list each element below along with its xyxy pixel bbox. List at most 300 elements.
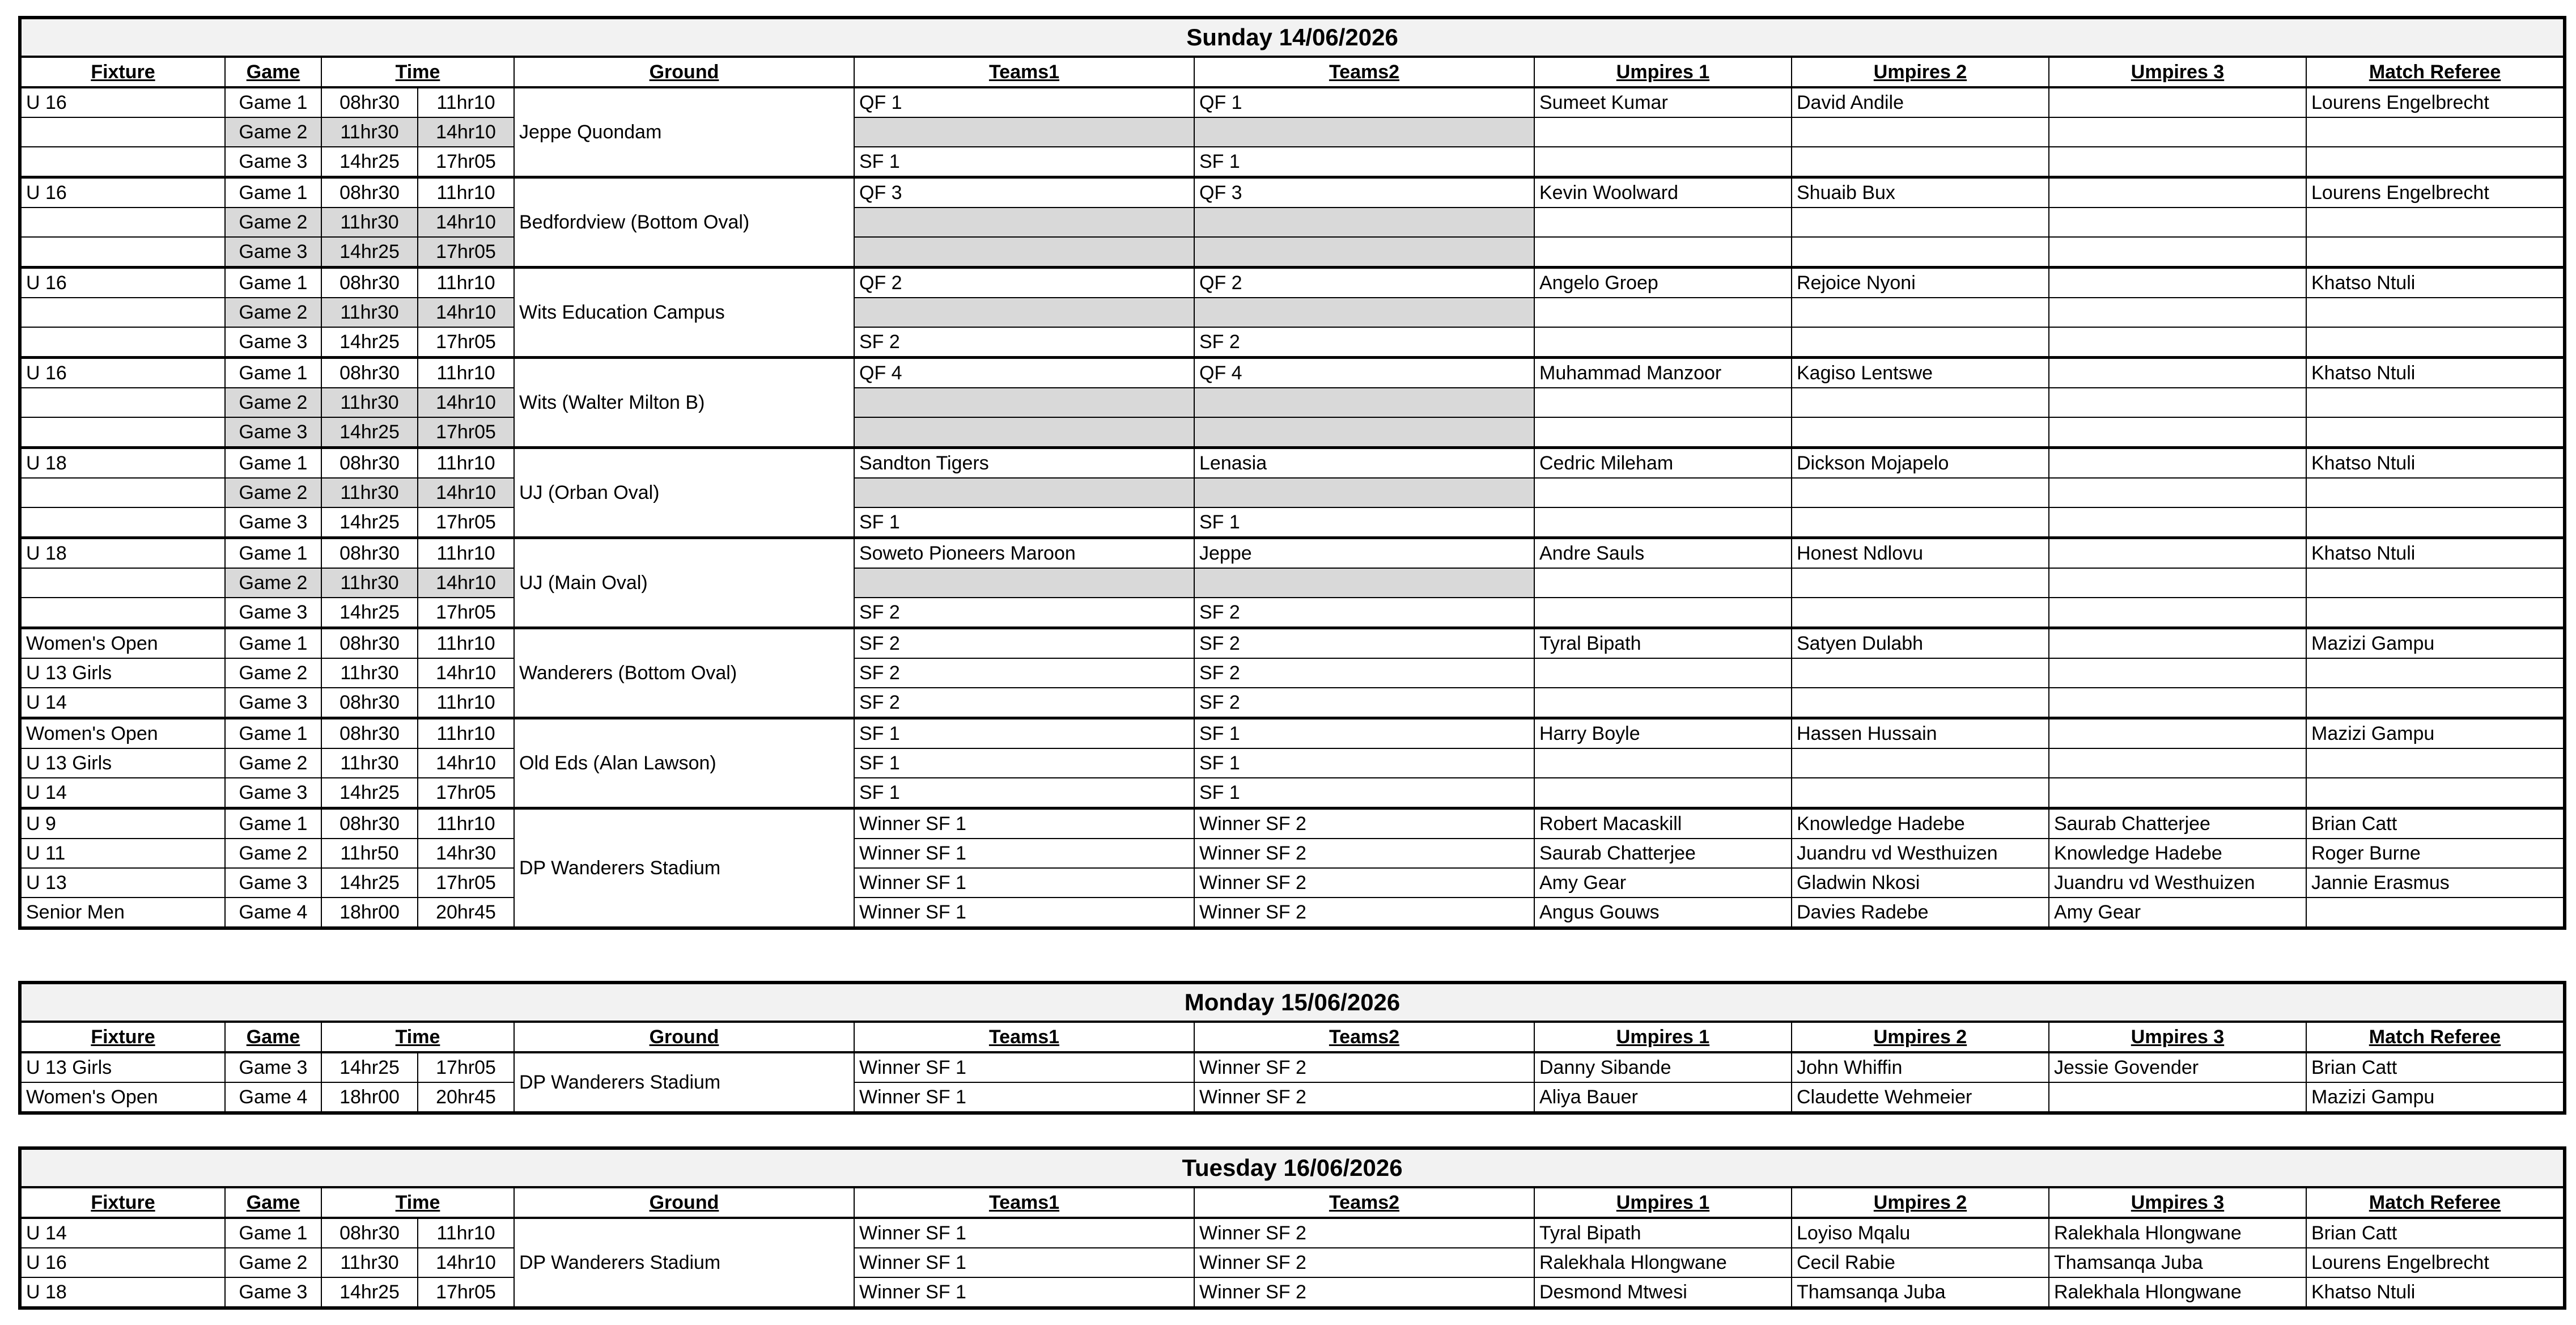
fixture-cell: U 18 bbox=[20, 538, 225, 569]
fixture-row bbox=[20, 478, 2565, 507]
umpire2-cell: Hassen Hussain bbox=[1792, 718, 2049, 749]
team2-cell: QF 2 bbox=[1194, 268, 1534, 298]
fixture-cell bbox=[20, 298, 225, 327]
umpire1-cell bbox=[1534, 237, 1792, 268]
umpire3-cell bbox=[2049, 298, 2306, 327]
game-cell: Game 3 bbox=[225, 327, 321, 358]
umpire2-cell: John Whiffin bbox=[1792, 1052, 2049, 1082]
team2-cell: SF 2 bbox=[1194, 598, 1534, 628]
game-cell: Game 1 bbox=[225, 448, 321, 479]
end-time-cell: 14hr10 bbox=[418, 658, 514, 688]
umpire1-cell bbox=[1534, 748, 1792, 778]
team1-cell bbox=[854, 388, 1194, 417]
team1-cell: SF 1 bbox=[854, 718, 1194, 749]
match-referee-cell: Mazizi Gampu bbox=[2306, 628, 2565, 659]
umpire1-cell bbox=[1534, 598, 1792, 628]
team2-cell bbox=[1194, 417, 1534, 448]
end-time-cell: 20hr45 bbox=[418, 898, 514, 928]
team2-cell: SF 1 bbox=[1194, 778, 1534, 808]
match-referee-cell: Lourens Engelbrecht bbox=[2306, 1248, 2565, 1277]
umpire2-cell bbox=[1792, 117, 2049, 147]
fixture-row bbox=[20, 448, 2565, 479]
end-time-cell: 11hr10 bbox=[418, 448, 514, 479]
match-referee-cell: Jannie Erasmus bbox=[2306, 868, 2565, 898]
team2-cell: QF 3 bbox=[1194, 177, 1534, 208]
umpire3-cell bbox=[2049, 568, 2306, 598]
team1-cell: SF 2 bbox=[854, 598, 1194, 628]
ground-cell: Jeppe Quondam bbox=[514, 87, 854, 177]
fixture-row bbox=[20, 568, 2565, 598]
team2-cell: Winner SF 2 bbox=[1194, 1052, 1534, 1082]
fixture-row bbox=[20, 1277, 2565, 1308]
umpire3-cell: Jessie Govender bbox=[2049, 1052, 2306, 1082]
game-cell: Game 2 bbox=[225, 208, 321, 237]
team2-cell bbox=[1194, 237, 1534, 268]
end-time-cell: 11hr10 bbox=[418, 628, 514, 659]
umpire2-cell bbox=[1792, 568, 2049, 598]
game-cell: Game 1 bbox=[225, 87, 321, 117]
umpire1-cell bbox=[1534, 147, 1792, 177]
fixture-row bbox=[20, 1248, 2565, 1277]
column-header-fixture: Fixture bbox=[20, 1187, 225, 1218]
start-time-cell: 14hr25 bbox=[321, 868, 418, 898]
umpire3-cell bbox=[2049, 147, 2306, 177]
fixture-row bbox=[20, 327, 2565, 358]
team1-cell: SF 2 bbox=[854, 327, 1194, 358]
column-header-game: Game bbox=[225, 1022, 321, 1052]
umpire1-cell bbox=[1534, 568, 1792, 598]
match-referee-cell: Mazizi Gampu bbox=[2306, 1082, 2565, 1113]
umpire3-cell: Knowledge Hadebe bbox=[2049, 839, 2306, 868]
fixture-cell: U 13 Girls bbox=[20, 1052, 225, 1082]
team2-cell: SF 1 bbox=[1194, 507, 1534, 538]
umpire1-cell: Desmond Mtwesi bbox=[1534, 1277, 1792, 1308]
column-header-umpires-3: Umpires 3 bbox=[2049, 1022, 2306, 1052]
team2-cell: QF 4 bbox=[1194, 358, 1534, 388]
team2-cell bbox=[1194, 117, 1534, 147]
fixture-row bbox=[20, 898, 2565, 928]
fixture-row bbox=[20, 688, 2565, 718]
team2-cell: Winner SF 2 bbox=[1194, 808, 1534, 839]
match-referee-cell bbox=[2306, 298, 2565, 327]
end-time-cell: 17hr05 bbox=[418, 1052, 514, 1082]
umpire1-cell: Muhammad Manzoor bbox=[1534, 358, 1792, 388]
team1-cell bbox=[854, 568, 1194, 598]
ground-cell: Old Eds (Alan Lawson) bbox=[514, 718, 854, 808]
umpire1-cell: Angelo Groep bbox=[1534, 268, 1792, 298]
column-header-ground: Ground bbox=[514, 57, 854, 87]
day-schedule-table bbox=[18, 16, 2566, 930]
team1-cell: QF 3 bbox=[854, 177, 1194, 208]
match-referee-cell bbox=[2306, 688, 2565, 718]
game-cell: Game 1 bbox=[225, 177, 321, 208]
fixture-cell: U 11 bbox=[20, 839, 225, 868]
umpire3-cell bbox=[2049, 598, 2306, 628]
start-time-cell: 18hr00 bbox=[321, 1082, 418, 1113]
umpire1-cell: Tyral Bipath bbox=[1534, 628, 1792, 659]
start-time-cell: 11hr30 bbox=[321, 658, 418, 688]
fixture-row bbox=[20, 778, 2565, 808]
fixture-row bbox=[20, 507, 2565, 538]
umpire2-cell: Knowledge Hadebe bbox=[1792, 808, 2049, 839]
fixture-row bbox=[20, 808, 2565, 839]
match-referee-cell: Brian Catt bbox=[2306, 808, 2565, 839]
game-cell: Game 1 bbox=[225, 628, 321, 659]
column-header-time: Time bbox=[321, 57, 514, 87]
fixture-cell: U 13 Girls bbox=[20, 658, 225, 688]
umpire2-cell: Kagiso Lentswe bbox=[1792, 358, 2049, 388]
start-time-cell: 18hr00 bbox=[321, 898, 418, 928]
fixture-cell bbox=[20, 147, 225, 177]
game-cell: Game 3 bbox=[225, 507, 321, 538]
fixture-row bbox=[20, 718, 2565, 749]
end-time-cell: 14hr10 bbox=[418, 478, 514, 507]
fixture-cell bbox=[20, 388, 225, 417]
fixture-row bbox=[20, 1082, 2565, 1113]
umpire1-cell: Tyral Bipath bbox=[1534, 1218, 1792, 1248]
umpire1-cell bbox=[1534, 208, 1792, 237]
match-referee-cell bbox=[2306, 237, 2565, 268]
fixture-row bbox=[20, 147, 2565, 177]
fixture-row bbox=[20, 598, 2565, 628]
column-header-fixture: Fixture bbox=[20, 57, 225, 87]
umpire3-cell bbox=[2049, 478, 2306, 507]
fixture-cell bbox=[20, 417, 225, 448]
umpire3-cell: Juandru vd Westhuizen bbox=[2049, 868, 2306, 898]
umpire2-cell bbox=[1792, 478, 2049, 507]
team1-cell: SF 1 bbox=[854, 778, 1194, 808]
team2-cell bbox=[1194, 568, 1534, 598]
team1-cell: SF 2 bbox=[854, 688, 1194, 718]
team1-cell: SF 1 bbox=[854, 507, 1194, 538]
team2-cell: SF 1 bbox=[1194, 147, 1534, 177]
fixture-cell bbox=[20, 117, 225, 147]
end-time-cell: 17hr05 bbox=[418, 417, 514, 448]
umpire2-cell: Gladwin Nkosi bbox=[1792, 868, 2049, 898]
team2-cell: Winner SF 2 bbox=[1194, 868, 1534, 898]
team2-cell: Winner SF 2 bbox=[1194, 1218, 1534, 1248]
column-header-time: Time bbox=[321, 1187, 514, 1218]
ground-cell: Wanderers (Bottom Oval) bbox=[514, 628, 854, 718]
fixture-cell bbox=[20, 237, 225, 268]
end-time-cell: 17hr05 bbox=[418, 147, 514, 177]
fixture-cell: Women's Open bbox=[20, 1082, 225, 1113]
ground-cell: Bedfordview (Bottom Oval) bbox=[514, 177, 854, 268]
column-header-teams2: Teams2 bbox=[1194, 57, 1534, 87]
end-time-cell: 17hr05 bbox=[418, 507, 514, 538]
end-time-cell: 14hr10 bbox=[418, 298, 514, 327]
team2-cell: SF 1 bbox=[1194, 748, 1534, 778]
start-time-cell: 14hr25 bbox=[321, 327, 418, 358]
start-time-cell: 08hr30 bbox=[321, 268, 418, 298]
team2-cell: Winner SF 2 bbox=[1194, 898, 1534, 928]
umpire3-cell bbox=[2049, 1082, 2306, 1113]
game-cell: Game 1 bbox=[225, 1218, 321, 1248]
end-time-cell: 14hr10 bbox=[418, 748, 514, 778]
team1-cell: Sandton Tigers bbox=[854, 448, 1194, 479]
game-cell: Game 3 bbox=[225, 1052, 321, 1082]
column-header-umpires-2: Umpires 2 bbox=[1792, 57, 2049, 87]
umpire3-cell bbox=[2049, 658, 2306, 688]
fixture-cell: U 16 bbox=[20, 177, 225, 208]
fixture-row bbox=[20, 358, 2565, 388]
team1-cell: Winner SF 1 bbox=[854, 898, 1194, 928]
umpire2-cell bbox=[1792, 598, 2049, 628]
column-header-ground: Ground bbox=[514, 1187, 854, 1218]
column-header-teams1: Teams1 bbox=[854, 1187, 1194, 1218]
start-time-cell: 08hr30 bbox=[321, 628, 418, 659]
fixture-cell: U 18 bbox=[20, 1277, 225, 1308]
team2-cell: Jeppe bbox=[1194, 538, 1534, 569]
match-referee-cell bbox=[2306, 388, 2565, 417]
match-referee-cell bbox=[2306, 417, 2565, 448]
end-time-cell: 17hr05 bbox=[418, 868, 514, 898]
game-cell: Game 2 bbox=[225, 388, 321, 417]
match-referee-cell: Khatso Ntuli bbox=[2306, 268, 2565, 298]
team2-cell: SF 2 bbox=[1194, 688, 1534, 718]
start-time-cell: 08hr30 bbox=[321, 538, 418, 569]
game-cell: Game 1 bbox=[225, 808, 321, 839]
team1-cell: SF 1 bbox=[854, 147, 1194, 177]
match-referee-cell: Khatso Ntuli bbox=[2306, 538, 2565, 569]
umpire1-cell: Saurab Chatterjee bbox=[1534, 839, 1792, 868]
column-header-umpires-1: Umpires 1 bbox=[1534, 1022, 1792, 1052]
umpire3-cell bbox=[2049, 388, 2306, 417]
day-title: Sunday 14/06/2026 bbox=[20, 18, 2565, 57]
end-time-cell: 11hr10 bbox=[418, 808, 514, 839]
team2-cell: Winner SF 2 bbox=[1194, 1277, 1534, 1308]
game-cell: Game 1 bbox=[225, 538, 321, 569]
umpire3-cell: Ralekhala Hlongwane bbox=[2049, 1277, 2306, 1308]
umpire2-cell bbox=[1792, 388, 2049, 417]
team1-cell: Winner SF 1 bbox=[854, 1248, 1194, 1277]
match-referee-cell bbox=[2306, 748, 2565, 778]
fixture-cell bbox=[20, 478, 225, 507]
column-header-teams1: Teams1 bbox=[854, 57, 1194, 87]
match-referee-cell: Lourens Engelbrecht bbox=[2306, 87, 2565, 117]
umpire1-cell: Ralekhala Hlongwane bbox=[1534, 1248, 1792, 1277]
umpire2-cell bbox=[1792, 298, 2049, 327]
umpire1-cell bbox=[1534, 778, 1792, 808]
team1-cell: QF 1 bbox=[854, 87, 1194, 117]
umpire2-cell bbox=[1792, 208, 2049, 237]
umpire2-cell bbox=[1792, 688, 2049, 718]
end-time-cell: 11hr10 bbox=[418, 358, 514, 388]
fixture-cell: U 13 Girls bbox=[20, 748, 225, 778]
game-cell: Game 2 bbox=[225, 568, 321, 598]
ground-cell: DP Wanderers Stadium bbox=[514, 1052, 854, 1113]
ground-cell: Wits Education Campus bbox=[514, 268, 854, 358]
umpire3-cell bbox=[2049, 87, 2306, 117]
umpire2-cell: Davies Radebe bbox=[1792, 898, 2049, 928]
umpire2-cell bbox=[1792, 237, 2049, 268]
fixture-cell: U 9 bbox=[20, 808, 225, 839]
umpire2-cell: David Andile bbox=[1792, 87, 2049, 117]
fixture-row bbox=[20, 538, 2565, 569]
umpire1-cell: Sumeet Kumar bbox=[1534, 87, 1792, 117]
column-header-match-referee: Match Referee bbox=[2306, 1022, 2565, 1052]
end-time-cell: 17hr05 bbox=[418, 1277, 514, 1308]
ground-cell: UJ (Orban Oval) bbox=[514, 448, 854, 538]
start-time-cell: 11hr30 bbox=[321, 117, 418, 147]
team2-cell: SF 2 bbox=[1194, 327, 1534, 358]
umpire3-cell bbox=[2049, 417, 2306, 448]
umpire1-cell: Cedric Mileham bbox=[1534, 448, 1792, 479]
fixture-row bbox=[20, 237, 2565, 268]
start-time-cell: 08hr30 bbox=[321, 448, 418, 479]
umpire2-cell: Satyen Dulabh bbox=[1792, 628, 2049, 659]
game-cell: Game 2 bbox=[225, 117, 321, 147]
end-time-cell: 14hr10 bbox=[418, 568, 514, 598]
team1-cell bbox=[854, 478, 1194, 507]
match-referee-cell bbox=[2306, 478, 2565, 507]
start-time-cell: 11hr30 bbox=[321, 568, 418, 598]
team1-cell: Winner SF 1 bbox=[854, 1218, 1194, 1248]
end-time-cell: 14hr10 bbox=[418, 1248, 514, 1277]
end-time-cell: 17hr05 bbox=[418, 327, 514, 358]
umpire1-cell: Harry Boyle bbox=[1534, 718, 1792, 749]
team1-cell: Soweto Pioneers Maroon bbox=[854, 538, 1194, 569]
game-cell: Game 3 bbox=[225, 688, 321, 718]
umpire2-cell bbox=[1792, 658, 2049, 688]
fixture-row bbox=[20, 388, 2565, 417]
end-time-cell: 17hr05 bbox=[418, 778, 514, 808]
day-schedule-table bbox=[18, 981, 2566, 1115]
team2-cell: Winner SF 2 bbox=[1194, 1082, 1534, 1113]
umpire3-cell bbox=[2049, 688, 2306, 718]
umpire2-cell: Honest Ndlovu bbox=[1792, 538, 2049, 569]
team2-cell: QF 1 bbox=[1194, 87, 1534, 117]
fixture-row bbox=[20, 1218, 2565, 1248]
match-referee-cell bbox=[2306, 117, 2565, 147]
team1-cell: Winner SF 1 bbox=[854, 1277, 1194, 1308]
column-header-ground: Ground bbox=[514, 1022, 854, 1052]
fixture-row bbox=[20, 208, 2565, 237]
game-cell: Game 3 bbox=[225, 868, 321, 898]
column-header-umpires-3: Umpires 3 bbox=[2049, 57, 2306, 87]
fixture-cell: Women's Open bbox=[20, 628, 225, 659]
end-time-cell: 14hr10 bbox=[418, 117, 514, 147]
end-time-cell: 11hr10 bbox=[418, 87, 514, 117]
umpire2-cell bbox=[1792, 327, 2049, 358]
game-cell: Game 2 bbox=[225, 1248, 321, 1277]
fixture-row bbox=[20, 868, 2565, 898]
match-referee-cell: Khatso Ntuli bbox=[2306, 1277, 2565, 1308]
start-time-cell: 11hr50 bbox=[321, 839, 418, 868]
fixture-row bbox=[20, 268, 2565, 298]
match-referee-cell bbox=[2306, 147, 2565, 177]
umpire3-cell bbox=[2049, 628, 2306, 659]
column-header-umpires-1: Umpires 1 bbox=[1534, 57, 1792, 87]
start-time-cell: 14hr25 bbox=[321, 147, 418, 177]
game-cell: Game 3 bbox=[225, 147, 321, 177]
umpire2-cell: Dickson Mojapelo bbox=[1792, 448, 2049, 479]
umpire2-cell: Claudette Wehmeier bbox=[1792, 1082, 2049, 1113]
fixture-row bbox=[20, 417, 2565, 448]
umpire2-cell: Cecil Rabie bbox=[1792, 1248, 2049, 1277]
fixture-cell bbox=[20, 327, 225, 358]
end-time-cell: 14hr30 bbox=[418, 839, 514, 868]
umpire3-cell bbox=[2049, 538, 2306, 569]
ground-cell: DP Wanderers Stadium bbox=[514, 808, 854, 929]
match-referee-cell bbox=[2306, 598, 2565, 628]
start-time-cell: 08hr30 bbox=[321, 688, 418, 718]
match-referee-cell bbox=[2306, 208, 2565, 237]
end-time-cell: 17hr05 bbox=[418, 237, 514, 268]
umpire1-cell: Angus Gouws bbox=[1534, 898, 1792, 928]
fixture-cell: U 16 bbox=[20, 358, 225, 388]
umpire3-cell: Ralekhala Hlongwane bbox=[2049, 1218, 2306, 1248]
umpire3-cell bbox=[2049, 718, 2306, 749]
team2-cell: Winner SF 2 bbox=[1194, 839, 1534, 868]
end-time-cell: 11hr10 bbox=[418, 688, 514, 718]
column-header-game: Game bbox=[225, 1187, 321, 1218]
start-time-cell: 11hr30 bbox=[321, 208, 418, 237]
umpire1-cell bbox=[1534, 507, 1792, 538]
ground-cell: DP Wanderers Stadium bbox=[514, 1218, 854, 1308]
start-time-cell: 14hr25 bbox=[321, 1052, 418, 1082]
match-referee-cell bbox=[2306, 327, 2565, 358]
umpire1-cell bbox=[1534, 388, 1792, 417]
team1-cell: Winner SF 1 bbox=[854, 839, 1194, 868]
team1-cell: SF 1 bbox=[854, 748, 1194, 778]
column-header-match-referee: Match Referee bbox=[2306, 57, 2565, 87]
fixture-cell bbox=[20, 208, 225, 237]
team1-cell bbox=[854, 208, 1194, 237]
day-schedule-table bbox=[18, 1146, 2566, 1310]
umpire1-cell bbox=[1534, 478, 1792, 507]
fixture-row bbox=[20, 298, 2565, 327]
fixture-cell: Senior Men bbox=[20, 898, 225, 928]
fixture-cell: U 13 bbox=[20, 868, 225, 898]
team2-cell bbox=[1194, 298, 1534, 327]
match-referee-cell: Brian Catt bbox=[2306, 1052, 2565, 1082]
team1-cell: Winner SF 1 bbox=[854, 868, 1194, 898]
start-time-cell: 08hr30 bbox=[321, 718, 418, 749]
start-time-cell: 14hr25 bbox=[321, 507, 418, 538]
start-time-cell: 14hr25 bbox=[321, 598, 418, 628]
end-time-cell: 11hr10 bbox=[418, 1218, 514, 1248]
team2-cell: Lenasia bbox=[1194, 448, 1534, 479]
fixture-cell: U 14 bbox=[20, 1218, 225, 1248]
game-cell: Game 3 bbox=[225, 1277, 321, 1308]
umpire1-cell bbox=[1534, 417, 1792, 448]
fixture-cell: U 16 bbox=[20, 87, 225, 117]
match-referee-cell bbox=[2306, 778, 2565, 808]
game-cell: Game 4 bbox=[225, 1082, 321, 1113]
game-cell: Game 2 bbox=[225, 658, 321, 688]
day-title: Tuesday 16/06/2026 bbox=[20, 1148, 2565, 1187]
fixture-cell: U 16 bbox=[20, 268, 225, 298]
game-cell: Game 3 bbox=[225, 598, 321, 628]
end-time-cell: 11hr10 bbox=[418, 177, 514, 208]
fixture-cell bbox=[20, 598, 225, 628]
umpire2-cell: Juandru vd Westhuizen bbox=[1792, 839, 2049, 868]
column-header-time: Time bbox=[321, 1022, 514, 1052]
fixture-row bbox=[20, 117, 2565, 147]
umpire3-cell: Saurab Chatterjee bbox=[2049, 808, 2306, 839]
umpire1-cell: Aliya Bauer bbox=[1534, 1082, 1792, 1113]
column-header-umpires-1: Umpires 1 bbox=[1534, 1187, 1792, 1218]
fixture-row bbox=[20, 1052, 2565, 1082]
fixture-cell: U 14 bbox=[20, 778, 225, 808]
umpire3-cell: Amy Gear bbox=[2049, 898, 2306, 928]
team2-cell bbox=[1194, 388, 1534, 417]
column-header-teams2: Teams2 bbox=[1194, 1022, 1534, 1052]
umpire3-cell: Thamsanqa Juba bbox=[2049, 1248, 2306, 1277]
umpire1-cell bbox=[1534, 117, 1792, 147]
umpire1-cell bbox=[1534, 688, 1792, 718]
